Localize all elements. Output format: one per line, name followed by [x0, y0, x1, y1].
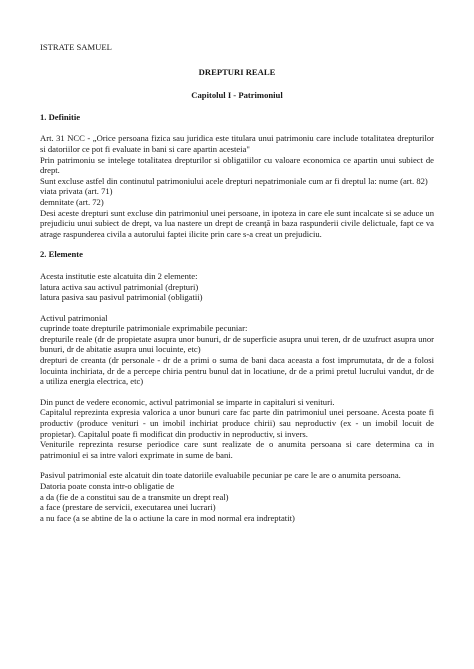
list-item-a-nu-face: a nu face (a se abtine de la o actiune la care in mod normal era indreptatit)	[40, 512, 295, 523]
list-item-latura-pasiva: latura pasiva sau pasivul patrimonial (obligatii)	[40, 292, 203, 303]
paragraph-capitaluri-venituri: Din punct de vedere economic, activul patrimonial se imparte in capitaluri si venituri.	[40, 396, 335, 407]
paragraph-definition: Prin patrimoniu se intelege totalitatea drepturilor si obligatiilor cu valoare economica ce apartin unui subiect de drept.	[40, 154, 434, 176]
list-item-a-da: a da (fie de a constitui sau de a transmite un drept real)	[40, 491, 229, 502]
list-item-a-face: a face (prestare de servicii, executarea unei lucrari)	[40, 502, 216, 513]
paragraph-drepturi-creanta: drepturi de creanta (dr personale - dr de a primi o suma de bani daca aceasta a fost imprumutata, dr de a folosi locuinta inchiriata, dr de a percepe chiria pentru bunul dat in locatiune, dr de a primi pretul lucrului vandut, dr de a utiliza energia electrica, etc)	[40, 355, 434, 387]
list-item-latura-activa: latura activa sau activul patrimonial (drepturi)	[40, 281, 199, 292]
chapter-title: Capitolul I - Patrimoniul	[191, 90, 283, 101]
activ-description: cuprinde toate drepturile patrimoniale exprimabile pecuniar:	[40, 323, 248, 334]
paragraph-veniturile: Veniturile reprezinta resurse periodice care sunt realizate de o anumita persoana si care determina ca in patrimoniul ei sa intre valori exprimate in sume de bani.	[40, 439, 434, 460]
paragraph-exclusions: Sunt excluse astfel din continutul patrimoniului acele drepturi nepatrimoniale cum ar fi dreptul la: nume (art. 82)	[40, 175, 428, 186]
datoria-intro: Datoria poate consta intr-o obligatie de	[40, 481, 175, 491]
section-heading-definitie: 1. Definitie	[40, 111, 81, 122]
paragraph-prejudiciu: Desi aceste drepturi sunt excluse din patrimoniul unei persoane, in ipoteza in care ele sunt incalcate si se aduce un prejudiciu unui subiect de drept, va lua nastere un drept de creanţă in baza raspunderii civile delictuale, fapt ce va atrage raspunderea civila a autorului faptei ilicite prin care s-a creat un prejudiciu.	[40, 207, 434, 239]
paragraph-pasivul: Pasivul patrimonial este alcatuit din toate datoriile evaluabile pecuniar pe care le are o anumita persoana.	[40, 470, 401, 481]
section-heading-elemente: 2. Elemente	[40, 249, 83, 260]
subheading-activul-patrimonial: Activul patrimonial	[40, 312, 108, 323]
elements-intro: Acesta institutie este alcatuita din 2 elemente:	[40, 270, 198, 281]
document-title: DREPTURI REALE	[198, 66, 276, 77]
paragraph-capitalul: Capitalul reprezinta expresia valorica a unor bunuri care fac parte din patrimoniul unei persoane. Acesta poate fi productiv (produce venituri - un imobil inchiriat produce chirii) sau neproductiv (ex - un imobil locuit de propietar). Capitalul poate fi modificat din productiv in neproductiv, si invers.	[40, 407, 434, 439]
list-item-viata-privata: viata privata (art. 71)	[40, 186, 113, 197]
paragraph-drepturi-reale: drepturile reale (dr de propietate asupra unor bunuri, dr de superficie asupra unui teren, dr de uzufruct asupra unor bunuri, dr de abitatie asupra unui locuinte, etc)	[40, 333, 434, 355]
author-name: ISTRATE SAMUEL	[40, 42, 112, 52]
paragraph-art31: Art. 31 NCC - „Orice persoana fizica sau juridica este titulara unui patrimoniu care include totalitatea drepturilor si datoriilor ce pot fi evaluate in bani si care apartin acesteia"	[40, 133, 434, 154]
list-item-demnitate: demnitate (art. 72)	[40, 196, 104, 207]
